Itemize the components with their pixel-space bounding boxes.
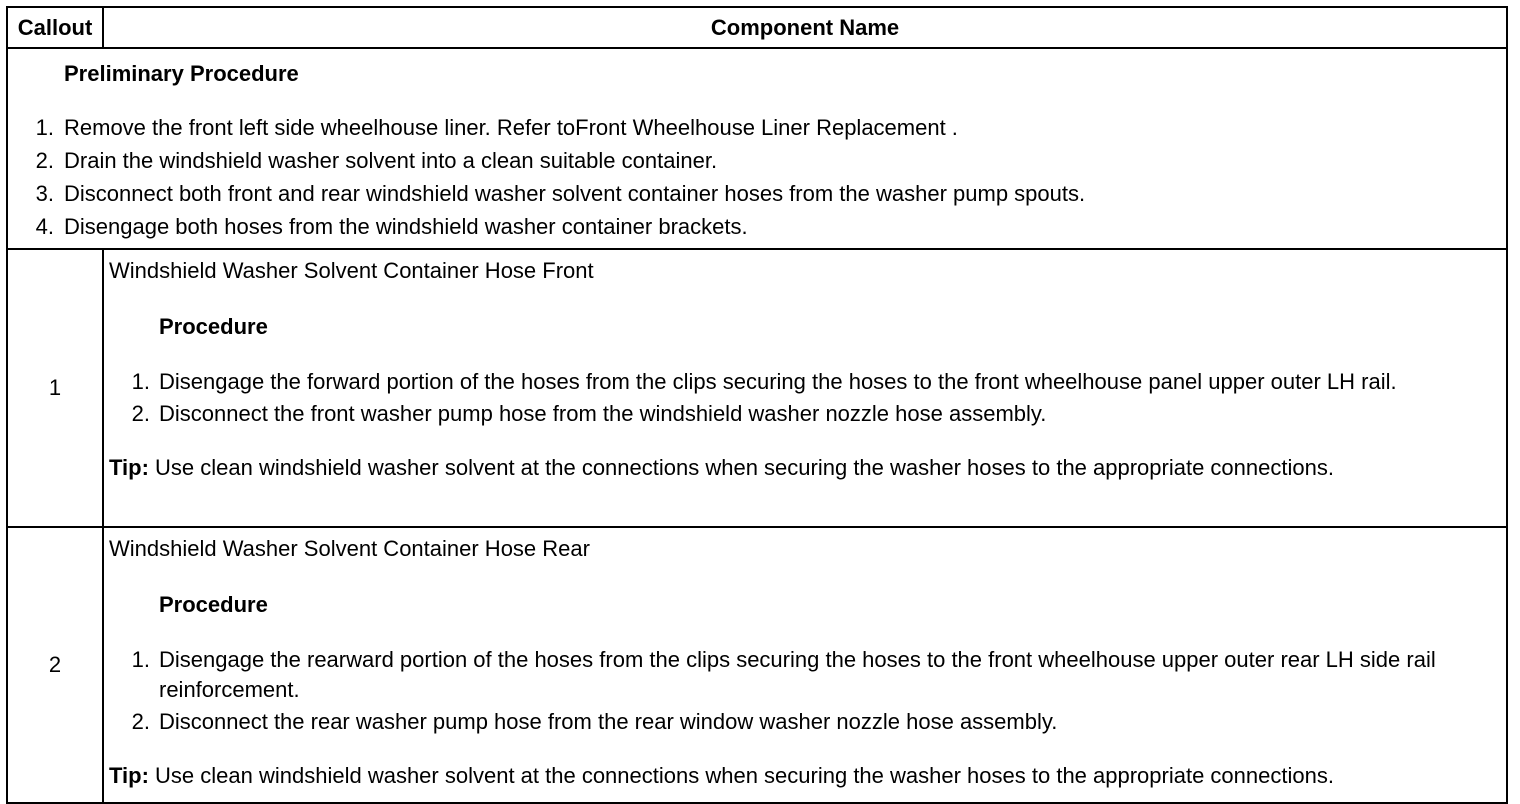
- component-name: Windshield Washer Solvent Container Hose Front: [109, 258, 594, 283]
- step-number: 2.: [131, 709, 150, 734]
- table-row: [7, 249, 1507, 527]
- procedure-table: [6, 6, 1508, 804]
- list-item: [109, 645, 1506, 705]
- preliminary-cell: [7, 48, 1507, 249]
- step-text: Disengage both hoses from the windshield washer container brackets.: [64, 214, 748, 239]
- list-item: [8, 179, 1506, 209]
- tip-label: Tip:: [109, 763, 149, 788]
- list-item: [8, 113, 1506, 143]
- list-item: [109, 367, 1506, 397]
- tip-text: Use clean windshield washer solvent at the connections when securing the washer hoses to the appropriate connections.: [148, 455, 1334, 480]
- callout-header: Callout: [7, 7, 103, 48]
- step-number: 2.: [131, 401, 150, 426]
- component-name: Windshield Washer Solvent Container Hose Rear: [109, 536, 590, 561]
- header-row: [7, 7, 1507, 48]
- tip-note: [109, 761, 1506, 791]
- table-row: [7, 527, 1507, 803]
- component-name-header: Component Name: [103, 7, 1507, 48]
- component-cell: [103, 249, 1507, 527]
- step-number: 3.: [35, 181, 54, 206]
- step-number: 1.: [131, 647, 150, 672]
- procedure-steps: [109, 645, 1506, 737]
- step-number: 1.: [35, 115, 54, 140]
- component-cell: [103, 527, 1507, 803]
- procedure-heading: Procedure: [159, 592, 268, 617]
- procedure-steps: [109, 367, 1506, 429]
- tip-text: Use clean windshield washer solvent at the connections when securing the washer hoses to the appropriate connections.: [148, 763, 1334, 788]
- list-item: [8, 212, 1506, 242]
- preliminary-steps: [8, 113, 1506, 242]
- step-text: Disconnect the rear washer pump hose from the rear window washer nozzle hose assembly.: [159, 709, 1058, 734]
- callout-cell: 2: [7, 527, 103, 803]
- step-text: Disconnect the front washer pump hose from the windshield washer nozzle hose assembly.: [159, 401, 1047, 426]
- step-text: Disengage the forward portion of the hoses from the clips securing the hoses to the front wheelhouse panel upper outer LH rail.: [159, 369, 1397, 394]
- tip-label: Tip:: [109, 455, 149, 480]
- step-text: Drain the windshield washer solvent into a clean suitable container.: [64, 148, 718, 173]
- step-number: 1.: [131, 369, 150, 394]
- preliminary-row: [7, 48, 1507, 249]
- callout-cell: 1: [7, 249, 103, 527]
- procedure-heading: Procedure: [159, 314, 268, 339]
- step-text: Remove the front left side wheelhouse liner. Refer toFront Wheelhouse Liner Replacement .: [64, 115, 958, 140]
- step-number: 4.: [35, 214, 54, 239]
- tip-note: [109, 453, 1506, 483]
- list-item: [8, 146, 1506, 176]
- step-text: Disengage the rearward portion of the hoses from the clips securing the hoses to the front wheelhouse upper outer rear LH side rail reinforcement.: [159, 647, 1436, 702]
- list-item: [109, 399, 1506, 429]
- list-item: [109, 707, 1506, 737]
- step-text: Disconnect both front and rear windshield washer solvent container hoses from the washer pump spouts.: [64, 181, 1086, 206]
- step-number: 2.: [35, 148, 54, 173]
- preliminary-heading: Preliminary Procedure: [64, 61, 299, 86]
